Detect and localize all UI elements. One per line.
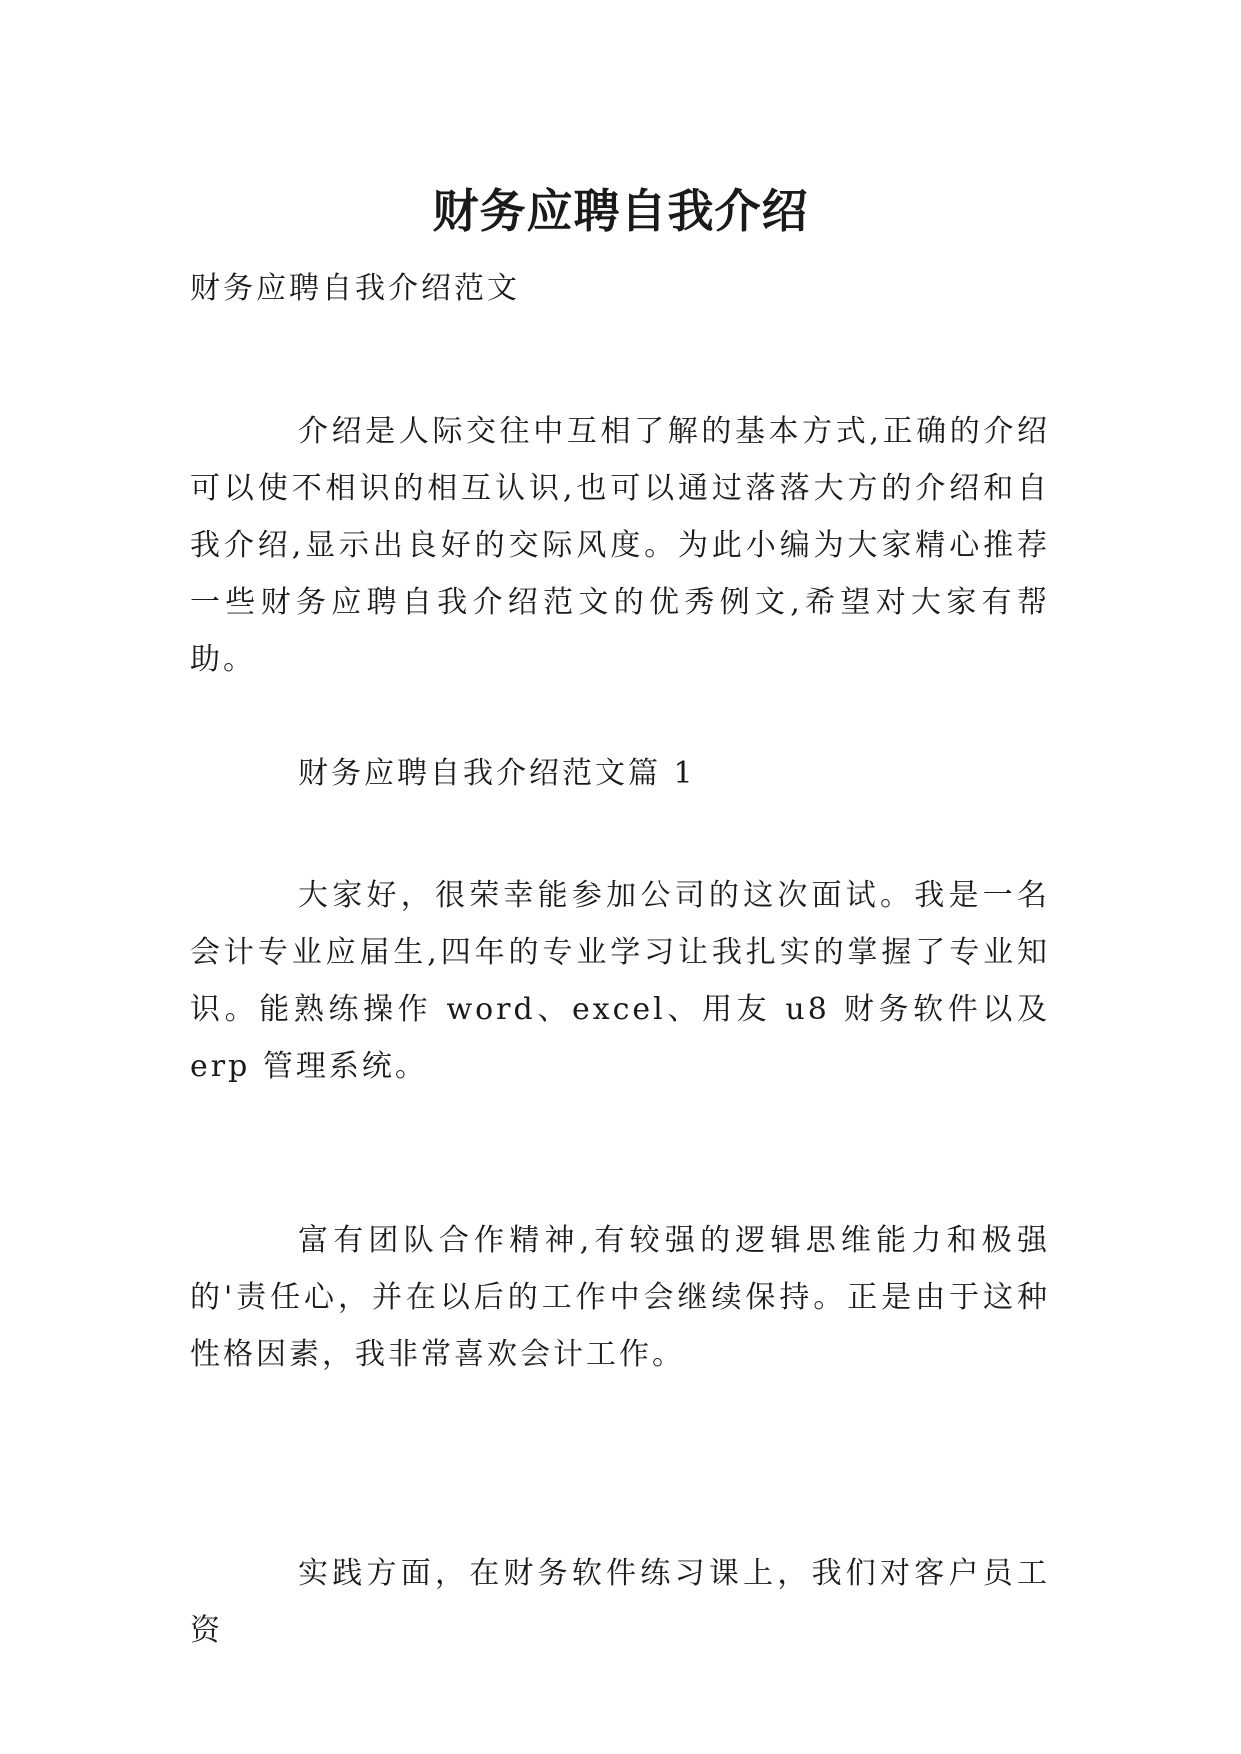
section-heading: 财务应聘自我介绍范文篇 1 <box>298 756 696 791</box>
body-paragraph: 富有团队合作精神,有较强的逻辑思维能力和极强的'责任心，并在以后的工作中会继续保持。正是由于这种性格因素，我非常喜欢会计工作。 <box>190 1223 1050 1372</box>
document-subtitle: 财务应聘自我介绍范文 <box>190 271 520 306</box>
document-title: 财务应聘自我介绍 <box>432 183 809 238</box>
intro-paragraph: 介绍是人际交往中互相了解的基本方式,正确的介绍可以使不相识的相互认识,也可以通过落落大方的介绍和自我介绍,显示出良好的交际风度。为此小编为大家精心推荐一些财务应聘自我介绍范文的优秀例文,希望对大家有帮助。 <box>190 414 1050 677</box>
body-paragraph: 大家好，很荣幸能参加公司的这次面试。我是一名会计专业应届生,四年的专业学习让我扎实的掌握了专业知识。能熟练操作 word、excel、用友 u8 财务软件以及 erp 管理系统。 <box>190 878 1050 1084</box>
body-paragraph: 实践方面，在财务软件练习课上，我们对客户员工资 <box>190 1556 1050 1648</box>
